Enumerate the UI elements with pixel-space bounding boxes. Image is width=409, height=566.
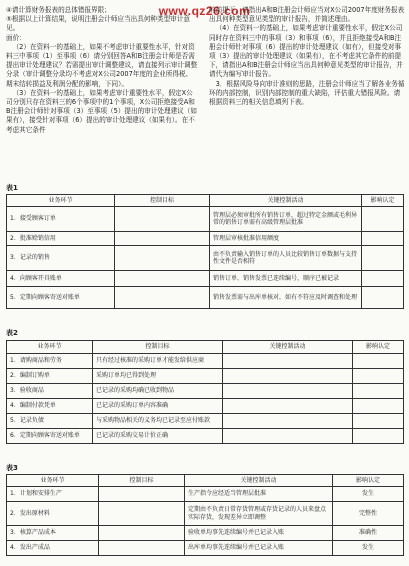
cell-stage: 2．发出原材料 <box>7 502 99 526</box>
cell-activity: 验收单均事先连续编号并已记录入账 <box>185 526 333 541</box>
table-row <box>7 271 404 287</box>
cell-stage: 4．向顾客开具账单 <box>7 271 115 287</box>
cell-objective[interactable] <box>115 271 210 287</box>
table-row <box>7 526 404 541</box>
table-row <box>7 384 404 399</box>
cell-activity: 由不负责输入销售订单的人员比较销售订单数据与支持性文件是否相符 <box>210 246 362 271</box>
header-impact: 影响认定 <box>362 195 404 207</box>
table-row <box>7 207 404 232</box>
cell-activity[interactable] <box>223 429 353 444</box>
cell-objective: 与采购物品相关的义务均已记录至应付账款 <box>93 414 223 429</box>
cell-stage: 5．记录负债 <box>7 414 93 429</box>
cell-impact: 准确性 <box>333 526 404 541</box>
table-row <box>7 429 404 444</box>
cell-stage: 3．记录的销售 <box>7 246 115 271</box>
cell-activity[interactable] <box>223 354 353 369</box>
table2-title: 表2 <box>6 329 18 337</box>
cell-stage: 5．定期向顾客寄送对账单 <box>7 287 115 309</box>
cell-activity: 出库单均事先连续编号并已记录入账 <box>185 541 333 556</box>
header-objective: 控制目标 <box>93 341 223 354</box>
cell-impact[interactable] <box>362 207 404 232</box>
cell-objective[interactable] <box>115 232 210 246</box>
right-column <box>209 6 405 107</box>
cell-objective: 只有经过核准的采购订单才能发给供应商 <box>93 354 223 369</box>
cell-activity[interactable] <box>223 369 353 384</box>
left-line-5: （3）在资料一的基础上，如果考虑审计重要性水平，假定X公司分别只存在资料三的6个事项中的1个事项，X公司拒绝接受A和B注册会计师针对事项（3）至事项（5）提出的审计处理建议（如果有），接受针对事项（6）提出的审计处理建议（如果有）。在不考虑其它条件 <box>6 88 197 134</box>
cell-stage: 3．验收商品 <box>7 384 93 399</box>
question-text <box>6 6 405 178</box>
cell-objective[interactable] <box>115 246 210 271</box>
header-impact: 影响认定 <box>353 341 404 354</box>
header-objective: 控制目标 <box>99 475 185 487</box>
table-row <box>7 399 404 414</box>
right-line-2: （4）在资料一的基础上，如果考虑审计重要性水平，假定X公司同时存在资料三中的事项（3）和事项（6），并且拒绝接受A和B注册会计师针对事项（6）提出的审计处理建议（如有），但接受对事项（3）提出的审计处理建议（如果有），在不考虑其它条件的前提下，请指出A和B注册会计师应当出具何种意见类型的审计报告，并请代为编写审计报告。 <box>209 24 403 79</box>
cell-objective: 采购订单均已得到处理 <box>93 369 223 384</box>
table3 <box>6 474 404 556</box>
left-line-1: ④请计算财务报表的总体错报界限； <box>6 6 111 14</box>
cell-stage: 1．接受顾客订单 <box>7 207 115 232</box>
table-row <box>7 232 404 246</box>
cell-stage: 1．计划和安排生产 <box>7 487 99 502</box>
header-activity: 关键控制活动 <box>223 341 353 354</box>
header-activity: 关键控制活动 <box>185 475 333 487</box>
cell-impact: 完整性 <box>333 502 404 526</box>
table1-title: 表1 <box>6 184 18 192</box>
cell-stage: 6．定期向顾客寄送对账单 <box>7 429 93 444</box>
cell-activity[interactable] <box>223 384 353 399</box>
cell-stage: 2．编制订购单 <box>7 369 93 384</box>
cell-impact[interactable] <box>362 232 404 246</box>
cell-activity[interactable] <box>223 414 353 429</box>
cell-impact[interactable] <box>353 399 404 414</box>
table-row <box>7 541 404 556</box>
table-row <box>7 354 404 369</box>
table2 <box>6 340 404 444</box>
cell-objective[interactable] <box>99 541 185 556</box>
cell-stage: 1．请购商品和劳务 <box>7 354 93 369</box>
cell-stage: 4．发出产成品 <box>7 541 99 556</box>
table3-title: 表3 <box>6 464 18 472</box>
left-line-2: ⑤根据以上计算结果，说明注册会计师应当出具何种类型审计意见。 <box>6 15 190 33</box>
cell-activity[interactable] <box>223 399 353 414</box>
table-row <box>7 502 404 526</box>
cell-impact[interactable] <box>353 354 404 369</box>
cell-stage: 4．编制付款凭单 <box>7 399 93 414</box>
table1 <box>6 194 404 309</box>
table1-header-row <box>7 195 404 207</box>
watermark: www.qz26.com <box>158 4 251 18</box>
header-activity: 关键控制活动 <box>210 195 362 207</box>
table-row <box>7 414 404 429</box>
right-line-3: 3．根据风险导向审计准则的思路，注册会计师应当了解各业务循环的内部控制，识别内部控制的重大缺陷，评估重大错报风险。请根据资料三的相关信息填列下表。 <box>209 79 405 107</box>
cell-objective[interactable] <box>115 207 210 232</box>
cell-impact: 发生 <box>333 541 404 556</box>
left-line-3: 面价： <box>6 33 26 42</box>
cell-activity: 生产指令应经适当管理层批准 <box>185 487 333 502</box>
cell-activity: 销售订单、销售发票已连续编号，顺序已被记录 <box>210 271 362 287</box>
cell-objective: 已记录的采购订单内容准确 <box>93 399 223 414</box>
header-stage: 业务环节 <box>7 195 115 207</box>
cell-activity: 定期由不负责日常存货管理或存货记录的人员来盘点实际存货，发现差异立即调整 <box>185 502 333 526</box>
cell-impact[interactable] <box>353 369 404 384</box>
left-column <box>6 6 198 135</box>
cell-activity: 管理层审核批准信用额度 <box>210 232 362 246</box>
table2-header-row <box>7 341 404 354</box>
header-objective: 控制目标 <box>115 195 210 207</box>
cell-objective: 已记录的采购均确已收到物品 <box>93 384 223 399</box>
cell-activity: 销售发票需与出库单核对，如有不符应及时调查和处理 <box>210 287 362 309</box>
cell-impact[interactable] <box>353 384 404 399</box>
right-line-1: 的前提下，请指出A和B注册会计师应当对X公司2007年度财务报表出具何种类型意见类型的审计报告，并简述理由。 <box>209 6 405 24</box>
cell-activity: 管理层必须审批所有销售订单，超过特定金额或毛利异常的销售订单需有高级管理层批准 <box>210 207 362 232</box>
left-line-4: （2）在资料一的基础上，如果不考虑审计重要性水平，针对资料三中事项（1）至事项（6）请分别回答A和B注册会计师是否需提出审计处理建议？若需提出审计调整建议，请直接列示审计调整分录（审计调整分录均不考虑对X公司2007年度的企业所得税、期末结转损益及利润分配的影响，下同）。 <box>6 42 198 88</box>
cell-stage: 3．核算产品成本 <box>7 526 99 541</box>
cell-impact: 发生 <box>333 487 404 502</box>
cell-stage: 2．批准赊销信用 <box>7 232 115 246</box>
table-row <box>7 369 404 384</box>
cell-objective[interactable] <box>99 487 185 502</box>
cell-impact[interactable] <box>362 246 404 271</box>
cell-objective[interactable] <box>115 287 210 309</box>
header-stage: 业务环节 <box>7 341 93 354</box>
cell-impact[interactable] <box>353 429 404 444</box>
cell-objective[interactable] <box>99 526 185 541</box>
cell-objective: 已记录的采购交易计价正确 <box>93 429 223 444</box>
cell-impact[interactable] <box>362 271 404 287</box>
table-row <box>7 287 404 309</box>
table-row <box>7 487 404 502</box>
cell-impact[interactable] <box>362 287 404 309</box>
cell-objective[interactable] <box>99 502 185 526</box>
table3-header-row <box>7 475 404 487</box>
header-impact: 影响认定 <box>333 475 404 487</box>
table-row <box>7 246 404 271</box>
cell-impact[interactable] <box>353 414 404 429</box>
header-stage: 业务环节 <box>7 475 99 487</box>
